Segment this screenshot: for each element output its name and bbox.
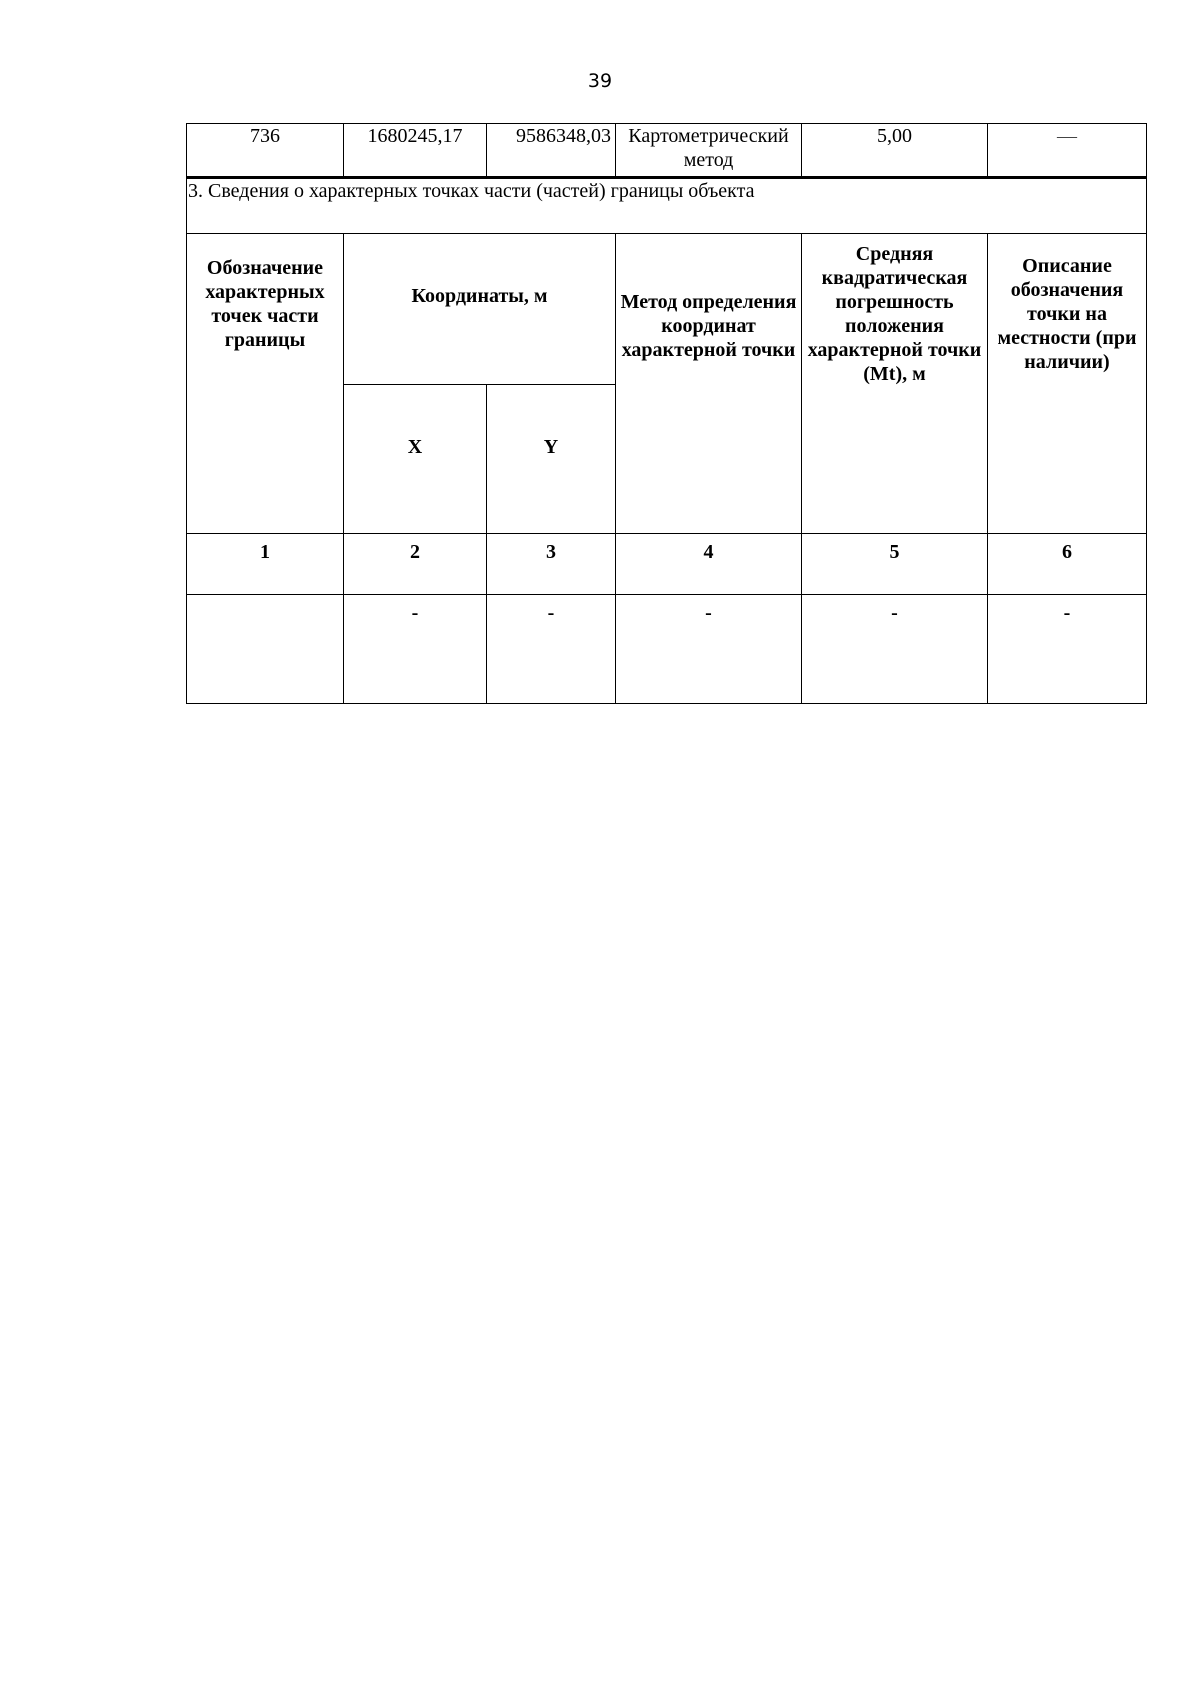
accuracy-cell: 5,00: [802, 124, 988, 178]
header-coordinates: Координаты, м: [344, 234, 616, 385]
method-cell: Картометрический метод: [616, 124, 802, 178]
x-cell: 1680245,17: [344, 124, 487, 178]
empty-cell: -: [344, 595, 487, 704]
y-cell: 9586348,03: [487, 124, 616, 178]
header-method: Метод определения координат характерной точки: [616, 234, 802, 534]
section-row: [187, 178, 1147, 234]
column-number: 5: [802, 534, 988, 595]
boundary-points-table: [186, 123, 1147, 704]
empty-cell: -: [616, 595, 802, 704]
header-accuracy: Средняя квадратическая погрешность положения характерной точки (Mt), м: [802, 234, 988, 534]
column-number: 6: [988, 534, 1147, 595]
column-number-row: [187, 534, 1147, 595]
column-number: 1: [187, 534, 344, 595]
column-number: 3: [487, 534, 616, 595]
empty-cell: -: [487, 595, 616, 704]
table-row: [187, 595, 1147, 704]
empty-cell: -: [988, 595, 1147, 704]
header-description: Описание обозначения точки на местности (при наличии): [988, 234, 1147, 534]
description-cell: —: [988, 124, 1147, 178]
header-y: Y: [487, 385, 616, 534]
header-row: [187, 234, 1147, 385]
empty-cell: [187, 595, 344, 704]
column-number: 2: [344, 534, 487, 595]
column-number: 4: [616, 534, 802, 595]
table-row: [187, 124, 1147, 178]
header-point-designation: Обозначение характерных точек части границы: [187, 234, 344, 534]
header-x: X: [344, 385, 487, 534]
page-number: 39: [587, 70, 613, 92]
section-title: 3. Сведения о характерных точках части (частей) границы объекта: [187, 178, 1147, 234]
point-cell: 736: [187, 124, 344, 178]
empty-cell: -: [802, 595, 988, 704]
